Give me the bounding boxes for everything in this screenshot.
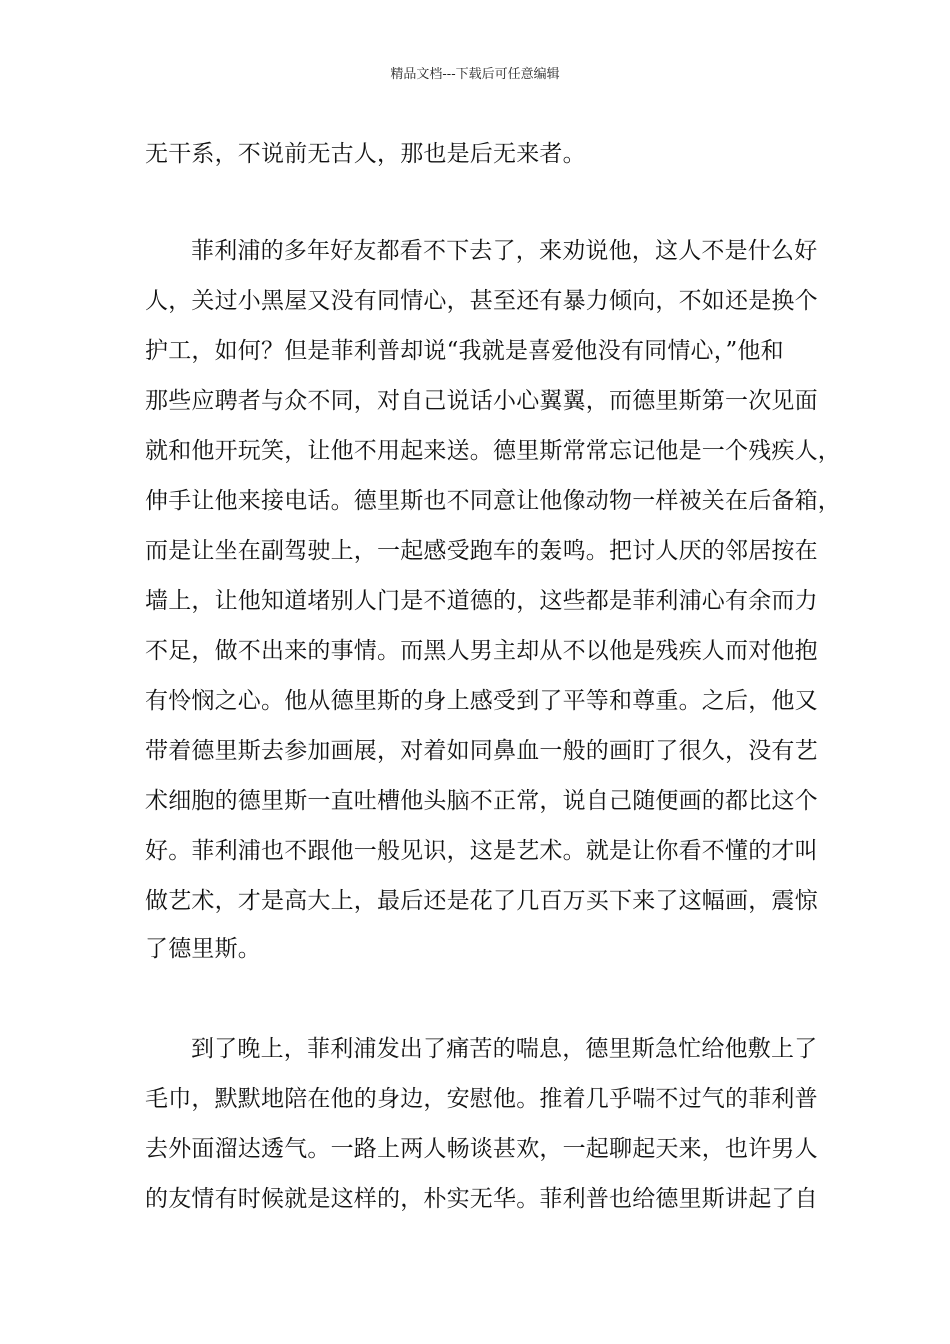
- text-line: 护工，如何？但是菲利普却说“我就是喜爱他没有同情心，”他和: [145, 338, 784, 364]
- text-line: 人，关过小黑屋又没有同情心，甚至还有暴力倾向，不如还是换个: [145, 288, 818, 314]
- text-line: 不足，做不出来的事情。而黑人男主却从不以他是残疾人而对他抱: [145, 638, 818, 664]
- text-line: 菲利浦的多年好友都看不下去了，来劝说他，这人不是什么好: [191, 238, 818, 264]
- text-line: 的友情有时候就是这样的，朴实无华。菲利普也给德里斯讲起了自: [145, 1186, 818, 1212]
- text-line: 无干系，不说前无古人，那也是后无来者。: [145, 141, 586, 167]
- text-line: 毛巾，默默地陪在他的身边，安慰他。推着几乎喘不过气的菲利普: [145, 1086, 818, 1112]
- text-line: 有怜悯之心。他从德里斯的身上感受到了平等和尊重。之后，他又: [145, 688, 818, 714]
- text-line: 而是让坐在副驾驶上，一起感受跑车的轰鸣。把讨人厌的邻居按在: [145, 538, 818, 564]
- text-line: 就和他开玩笑，让他不用起来送。德里斯常常忘记他是一个残疾人，: [145, 438, 841, 464]
- text-line: 好。菲利浦也不跟他一般见识，这是艺术。就是让你看不懂的才叫: [145, 838, 818, 864]
- text-line: 术细胞的德里斯一直吐槽他头脑不正常，说自己随便画的都比这个: [145, 788, 818, 814]
- text-line: 墙上，让他知道堵别人门是不道德的，这些都是菲利浦心有余而力: [145, 588, 818, 614]
- text-line: 去外面溜达透气。一路上两人畅谈甚欢，一起聊起天来，也许男人: [145, 1136, 818, 1162]
- text-line: 到了晚上，菲利浦发出了痛苦的喘息，德里斯急忙给他敷上了: [191, 1036, 818, 1062]
- text-line: 做艺术，才是高大上，最后还是花了几百万买下来了这幅画，震惊: [145, 888, 818, 914]
- page-header: 精品文档---下载后可任意编辑: [390, 67, 560, 82]
- text-line: 了德里斯。: [145, 936, 261, 962]
- text-line: 伸手让他来接电话。德里斯也不同意让他像动物一样被关在后备箱，: [145, 488, 841, 514]
- text-line: 那些应聘者与众不同，对自己说话小心翼翼，而德里斯第一次见面: [145, 388, 818, 414]
- text-line: 带着德里斯去参加画展，对着如同鼻血一般的画盯了很久，没有艺: [145, 738, 818, 764]
